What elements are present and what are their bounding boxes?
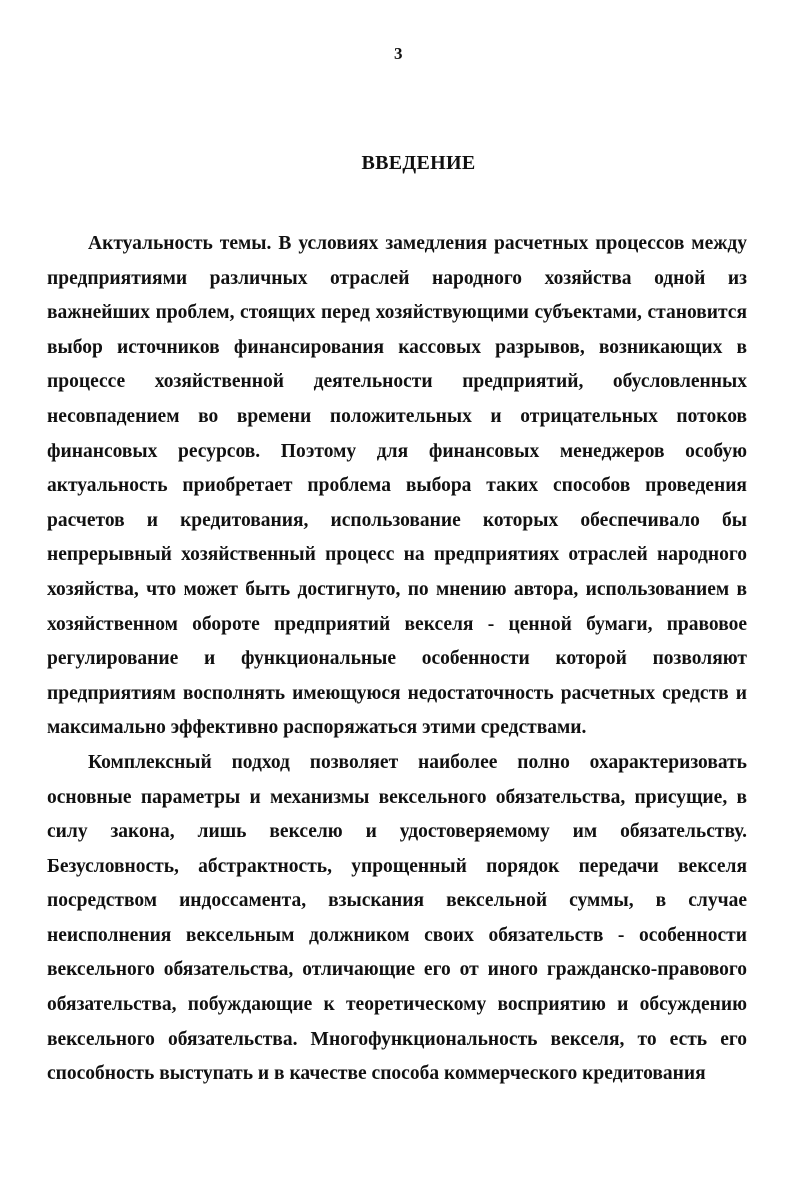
body-text bbox=[47, 227, 747, 1092]
section-heading: ВВЕДЕНИЕ bbox=[361, 152, 476, 174]
paragraph-text: В условиях замедления расчетных процессов между предприятиями различных отраслей народного хозяйства одной из важнейших проблем, стоящих перед хозяйствующими субъектами, становится выбор источников финансирования кассовых разрывов, возникающих в процессе хозяйственной деятельности предприятий, обусловленных несовпадением во времени положительных и отрицательных потоков финансовых ресурсов. Поэтому для финансовых менеджеров особую актуальность приобретает проблема выбора таких способов проведения расчетов и кредитования, использование которых обеспечивало бы непрерывный хозяйственный процесс на предприятиях отраслей народного хозяйства, что может быть достигнуто, по мнению автора, использованием в хозяйственном обороте предприятий векселя - ценной бумаги, правовое регулирование и функциональные особенности которой позволяют предприятиям восполнять имеющуюся недостаточность расчетных средств и максимально эффективно распоряжаться этими средствами. bbox=[47, 233, 747, 739]
page-number: 3 bbox=[394, 44, 403, 63]
paragraph-lead: Актуальность темы. bbox=[88, 233, 272, 254]
paragraph-relevance bbox=[47, 227, 747, 746]
paragraph-approach bbox=[47, 746, 747, 1092]
paragraph-text: Комплексный подход позволяет наиболее полно охарактеризовать основные параметры и механизмы вексельного обязательства, присущие, в силу закона, лишь векселю и удостоверяемому им обязательству. Безусловность, абстрактность, упрощенный порядок передачи векселя посредством индоссамента, взыскания вексельной суммы, в случае неисполнения вексельным должником своих обязательств - особенности вексельного обязательства, отличающие его от иного гражданско-правового обязательства, побуждающие к теоретическому восприятию и обсуждению вексельного обязательства. Многофункциональность векселя, то есть его способность выступать и в качестве способа коммерческого кредитования bbox=[47, 751, 747, 1085]
